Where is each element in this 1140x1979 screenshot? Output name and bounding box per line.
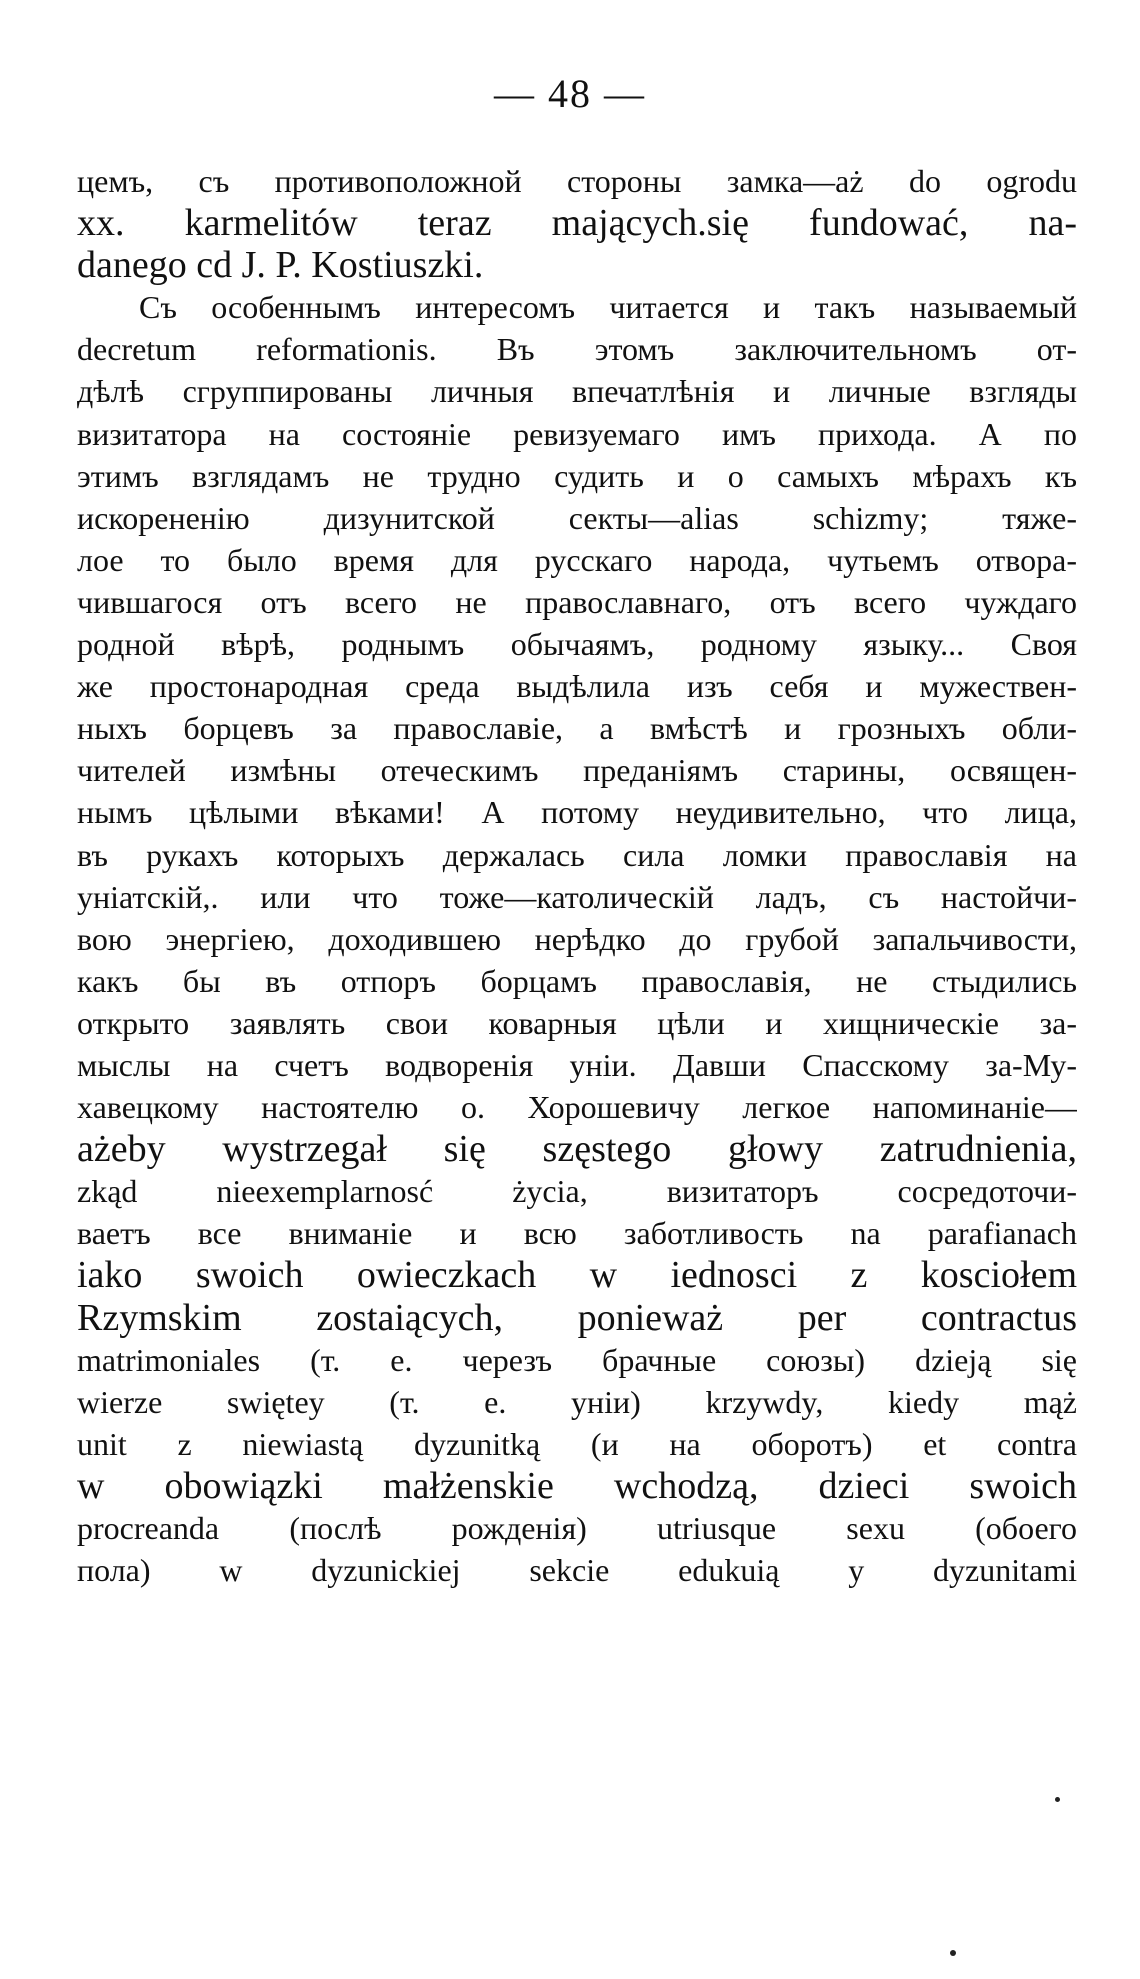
text-line: визитатора на состояніе ревизуемаго имъ прихода. А по: [77, 415, 1077, 452]
text-line: какъ бы въ отпоръ борцамъ православія, не стыдились: [77, 962, 1077, 999]
text-line: нымъ цѣлыми вѣками! А потому неудивительно, что лица,: [77, 794, 1077, 831]
text-line: unit z niewiastą dyzunitką (и на оборотъ) et contra: [77, 1425, 1077, 1462]
text-line: же простонародная среда выдѣлила изъ себя и мужествен-: [77, 668, 1077, 705]
text-line: zkąd nieexemplarnosć życia, визитаторъ сосредоточи-: [77, 1173, 1077, 1210]
text-line: вою энергіею, доходившею нерѣдко до грубой запальчивости,: [77, 920, 1077, 957]
text-line: дѣлѣ сгруппированы личныя впечатлѣнія и личные взгляды: [77, 373, 1077, 410]
text-line: procreanda (послѣ рожденія) utriusque sexu (обоего: [77, 1510, 1077, 1546]
text-line: чителей измѣны отеческимъ преданіямъ старины, освящен-: [77, 752, 1077, 789]
text-line: пола) w dyzunickiej sekcie edukuią y dyzunitami: [77, 1552, 1077, 1589]
text-line: ваетъ все вниманіе и всю заботливость na parafianach: [77, 1215, 1077, 1252]
text-line: xx. karmelitów teraz mających.się fundować, na-: [77, 202, 1077, 245]
text-line: въ рукахъ которыхъ держалась сила ломки православія на: [77, 836, 1077, 873]
text-line: цемъ, съ противоположной стороны замка—aż do ogrodu: [77, 163, 1077, 199]
text-line: этимъ взглядамъ не трудно судить и о самыхъ мѣрахъ къ: [77, 457, 1077, 494]
paragraph-start-line: Съ особеннымъ интересомъ читается и такъ называемый: [139, 289, 1077, 326]
text-line: родной вѣрѣ, роднымъ обычаямъ, родному языку... Своя: [77, 626, 1077, 663]
text-line: чившагося отъ всего не православнаго, отъ всего чуждаго: [77, 583, 1077, 620]
text-line: открыто заявлять свои коварныя цѣли и хищническіе за-: [77, 1004, 1077, 1041]
text-line: matrimoniales (т. е. черезъ брачные союзы) dzieją się: [77, 1341, 1077, 1378]
text-line: iako swoich owieczkach w iednosci z kosciołem: [77, 1254, 1077, 1297]
text-line: decretum reformationis. Въ этомъ заключительномъ от-: [77, 331, 1077, 368]
text-line: wierze swiętey (т. е. уніи) krzywdy, kiedy mąż: [77, 1383, 1077, 1420]
text-line: w obowiązki małżenskie wchodzą, dzieci swoich: [77, 1464, 1077, 1507]
print-speck: [950, 1950, 956, 1956]
print-speck: [1055, 1797, 1060, 1802]
text-line: уніатскій,. или что тоже—католическій ладъ, съ настойчи-: [77, 878, 1077, 915]
text-line: ныхъ борцевъ за православіе, а вмѣстѣ и грозныхъ обли-: [77, 710, 1077, 747]
text-line: мыслы на счетъ водворенія уніи. Давши Спасскому за-Му-: [77, 1046, 1077, 1083]
text-line: danego cd J. P. Kostiuszki.: [77, 244, 484, 287]
text-line: ażeby wystrzegał się szęstego głowy zatrudnienia,: [77, 1128, 1077, 1171]
text-line: Rzymskim zostaiących, ponieważ per contractus: [77, 1296, 1077, 1339]
text-line: искорененію дизунитской секты—alias schizmy; тяже-: [77, 499, 1077, 536]
text-line: лое то было время для русскаго народа, чутьемъ отвора-: [77, 541, 1077, 578]
body-text: [77, 160, 1077, 1591]
text-line: хавецкому настоятелю о. Хорошевичу легкое напоминаніе—: [77, 1089, 1077, 1126]
page-number: — 48 —: [494, 71, 646, 116]
